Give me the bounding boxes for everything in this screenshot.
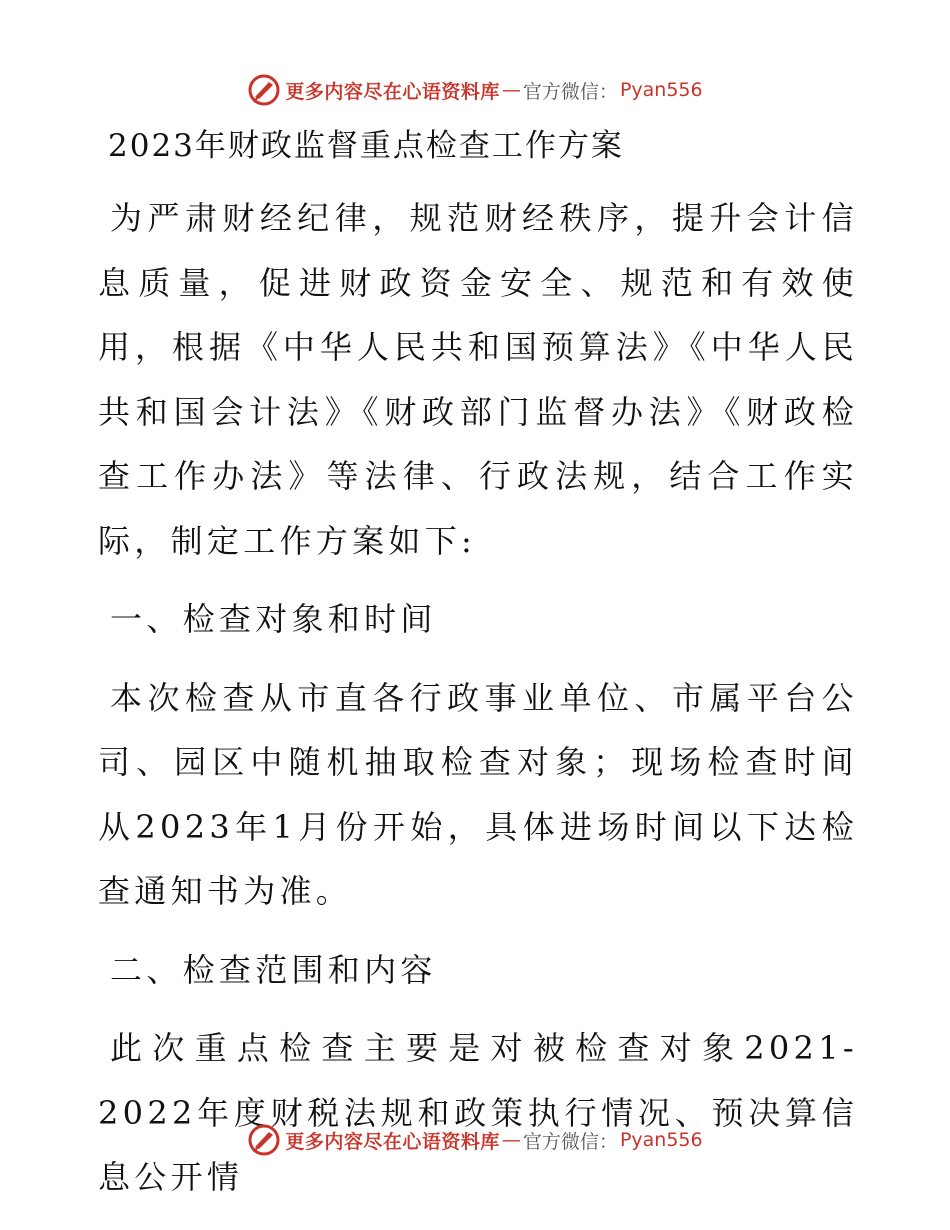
document-title: 2023年财政监督重点检查工作方案 bbox=[108, 128, 624, 164]
section2-heading: 二、检查范围和内容 bbox=[110, 950, 437, 989]
watermark-wechat-label: 官方微信： bbox=[522, 1130, 618, 1153]
watermark-separator: — bbox=[501, 79, 521, 101]
watermark-wechat-id: Pyan556 bbox=[619, 1129, 703, 1151]
quill-logo-icon bbox=[247, 1123, 281, 1157]
section2-paragraph: 此次重点检查主要是对被检查对象2021-2022年度财税法规和政策执行情况、预决算信息公开情 bbox=[98, 1029, 858, 1196]
watermark-wechat-label: 官方微信： bbox=[522, 80, 618, 103]
footer-watermark bbox=[0, 1120, 950, 1160]
header-watermark bbox=[0, 70, 950, 110]
intro-paragraph: 为严肃财经纪律，规范财经秩序，提升会计信息质量，促进财政资金安全、规范和有效使用，根据《中华人民共和国预算法》《中华人民共和国会计法》《财政部门监督办法》《财政检查工作办法》等法律、行政法规，结合工作实际，制定工作方案如下: bbox=[98, 199, 858, 560]
section1-heading: 一、检查对象和时间 bbox=[110, 600, 437, 638]
watermark-main-text: 更多内容尽在心语资料库 bbox=[285, 1130, 500, 1153]
document-body bbox=[98, 120, 858, 1210]
quill-logo-icon bbox=[247, 73, 281, 107]
watermark-main-text: 更多内容尽在心语资料库 bbox=[285, 80, 500, 103]
watermark-separator: — bbox=[501, 1129, 521, 1151]
watermark-wechat-id: Pyan556 bbox=[619, 79, 703, 101]
section1-paragraph: 本次检查从市直各行政事业单位、市属平台公司、园区中随机抽取检查对象；现场检查时间从2023年1月份开始，具体进场时间以下达检查通知书为准。 bbox=[98, 678, 858, 910]
